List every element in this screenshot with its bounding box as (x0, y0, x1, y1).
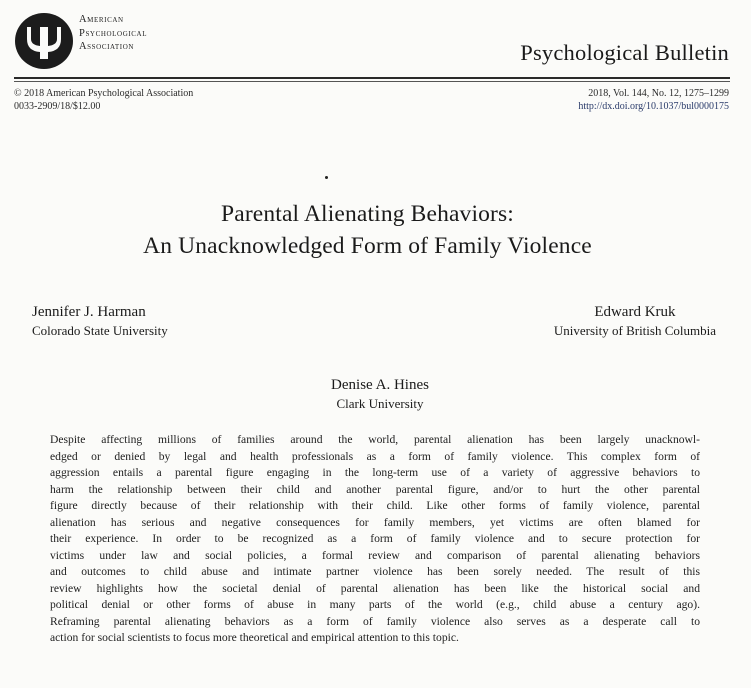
header-rule-thin (14, 81, 730, 82)
abstract-line: aggression entails a parental figure engaging in the long-term use of a variety of aggressive behaviors to (50, 466, 700, 479)
abstract-line: edged or denied by legal and health professionals as a form of family violence. This complex form of (50, 449, 700, 463)
organization-line: American (79, 14, 124, 25)
author-name: Edward Kruk (594, 304, 676, 320)
article-title (0, 198, 735, 262)
issn-line: 0033-2909/18/$12.00 (14, 100, 101, 112)
author-name: Jennifer J. Harman (32, 304, 146, 320)
author-affiliation: University of British Columbia (553, 323, 716, 338)
organization-name (79, 13, 147, 54)
abstract-line: and outcomes to child abuse and intimate partner violence has been sorely needed. The result of this (50, 565, 700, 578)
author-name: Denise A. Hines (331, 377, 429, 393)
author-affiliation: Colorado State University (32, 323, 168, 338)
author-block (260, 376, 500, 413)
journal-name: Psychological Bulletin (520, 40, 729, 65)
abstract-line: harm the relationship between their child and another parental figure, and/or to hurt the other parental (50, 482, 700, 496)
abstract-line: their experience. In order to be recognized as a form of family violence and to secure protection for (50, 532, 700, 545)
abstract-line: figure directly because of their relationship with their child. Like other forms of family violence, parental (50, 499, 700, 512)
doi-link[interactable]: http://dx.doi.org/10.1037/bul0000175 (578, 100, 729, 112)
abstract-line: review highlights how the societal denial of parental alienation has been like the historical social and (50, 581, 700, 595)
title-line: An Unacknowledged Form of Family Violence (143, 233, 592, 259)
citation-block (578, 88, 729, 113)
organization-line: Association (79, 41, 135, 52)
abstract-line: Despite affecting millions of families around the world, parental alienation has been largely unacknowl- (50, 433, 700, 446)
copyright-line: © 2018 American Psychological Association (14, 88, 194, 99)
stray-mark (325, 176, 328, 179)
organization-line: Psychological (79, 27, 148, 39)
abstract (50, 432, 700, 647)
title-line: Parental Alienating Behaviors: (221, 201, 514, 227)
author-affiliation: Clark University (336, 396, 424, 411)
author-block (32, 303, 168, 340)
copyright-block (14, 88, 193, 113)
apa-logo-icon (14, 12, 74, 70)
abstract-line: action for social scientists to focus more theoretical and empirical attention to this topic. (50, 631, 459, 644)
citation-line: 2018, Vol. 144, No. 12, 1275–1299 (588, 88, 729, 99)
abstract-line: victims under law and social policies, a formal review and comparison of parental alienating behaviors (50, 548, 700, 562)
author-block (554, 303, 716, 340)
header-rule (14, 77, 730, 79)
abstract-line: political denial or other forms of abuse in many parts of the world (e.g., child abuse a century ago). (50, 598, 700, 611)
abstract-line: alienation has serious and negative consequences for family members, yet victims are often blamed for (50, 515, 700, 529)
abstract-line: Reframing parental alienating behaviors as a form of family violence also serves as a desperate call to (50, 614, 700, 628)
